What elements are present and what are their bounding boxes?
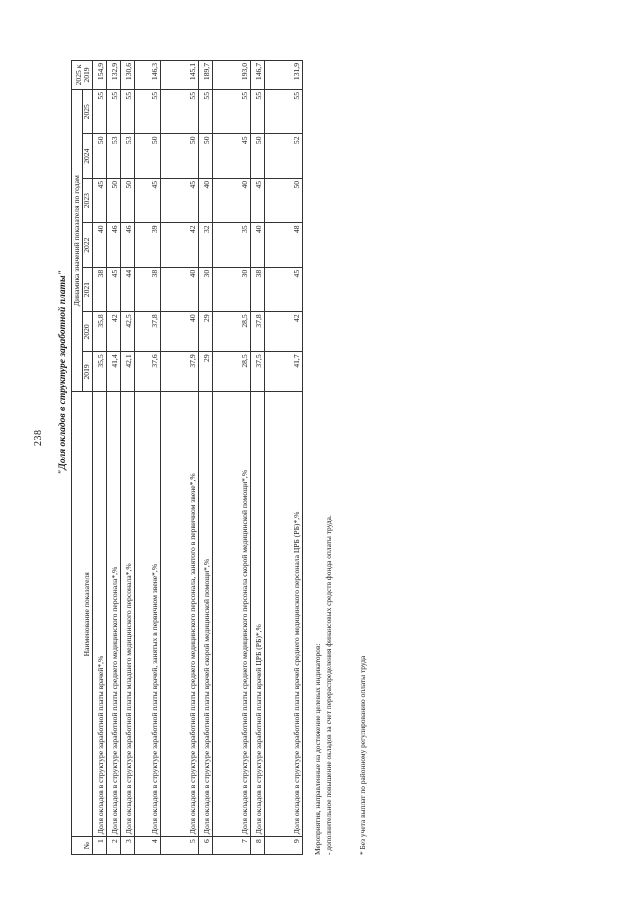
row-number: 5 — [161, 837, 199, 855]
year-value-cell: 37,5 — [251, 352, 265, 392]
year-value-cell: 40 — [251, 223, 265, 267]
header-year: 2024 — [82, 134, 93, 178]
year-value-cell: 45 — [251, 178, 265, 222]
ratio-cell: 145,1 — [161, 61, 199, 90]
notes-item: - дополнительное повышение окладов за счет перераспределения финансовых средств фонда оплаты труда. — [323, 515, 333, 855]
notes — [313, 30, 334, 855]
table-row — [213, 61, 251, 855]
year-value-cell: 50 — [265, 178, 303, 222]
header-year: 2019 — [82, 352, 93, 392]
year-value-cell: 45 — [107, 267, 121, 311]
year-value-cell: 42 — [161, 223, 199, 267]
table-row — [135, 61, 161, 855]
year-value-cell: 50 — [199, 134, 213, 178]
year-value-cell: 35 — [213, 223, 251, 267]
year-value-cell: 45 — [213, 134, 251, 178]
year-value-cell: 53 — [107, 134, 121, 178]
year-value-cell: 28,5 — [213, 312, 251, 352]
year-value-cell: 55 — [161, 90, 199, 134]
year-value-cell: 35,5 — [93, 352, 107, 392]
year-value-cell: 45 — [135, 178, 161, 222]
year-value-cell: 50 — [251, 134, 265, 178]
year-value-cell: 35,8 — [93, 312, 107, 352]
year-value-cell: 40 — [93, 223, 107, 267]
indicator-name: Доля окладов в структуре заработной платы врачей*,% — [93, 392, 107, 837]
year-value-cell: 40 — [199, 178, 213, 222]
year-value-cell: 30 — [199, 267, 213, 311]
row-number: 7 — [213, 837, 251, 855]
year-value-cell: 32 — [199, 223, 213, 267]
row-number: 4 — [135, 837, 161, 855]
year-value-cell: 40 — [213, 178, 251, 222]
ratio-cell: 146,7 — [251, 61, 265, 90]
table-title: "Доля окладов в структуре заработной платы" — [58, 270, 68, 475]
year-value-cell: 45 — [93, 178, 107, 222]
year-value-cell: 40 — [161, 312, 199, 352]
indicator-name: Доля окладов в структуре заработной платы врачей среднего медицинского персонала ЦРБ (РБ)*,% — [265, 392, 303, 837]
year-value-cell: 50 — [107, 178, 121, 222]
header-year: 2021 — [82, 267, 93, 311]
row-number: 1 — [93, 837, 107, 855]
indicator-name: Доля окладов в структуре заработной платы врачей, занятых в первичном звене*,% — [135, 392, 161, 837]
header-year: 2025 — [82, 90, 93, 134]
ratio-cell: 154,9 — [93, 61, 107, 90]
table-row — [161, 61, 199, 855]
header-year: 2022 — [82, 223, 93, 267]
year-value-cell: 38 — [251, 267, 265, 311]
row-number: 8 — [251, 837, 265, 855]
year-value-cell: 55 — [135, 90, 161, 134]
year-value-cell: 42 — [107, 312, 121, 352]
year-value-cell: 55 — [199, 90, 213, 134]
year-value-cell: 52 — [265, 134, 303, 178]
year-value-cell: 55 — [93, 90, 107, 134]
row-number: 6 — [199, 837, 213, 855]
year-value-cell: 37,8 — [135, 312, 161, 352]
row-number: 3 — [121, 837, 135, 855]
table-row — [121, 61, 135, 855]
table-body — [93, 61, 303, 855]
indicator-name: Доля окладов в структуре заработной платы младшего медицинского персонала*,% — [121, 392, 135, 837]
header-ratio: 2025 к 2019 — [72, 61, 93, 90]
header-number: № — [72, 837, 93, 855]
table-row — [93, 61, 107, 855]
year-value-cell: 42,1 — [121, 352, 135, 392]
year-value-cell: 44 — [121, 267, 135, 311]
rotated-sheet — [58, 30, 367, 855]
row-number: 9 — [265, 837, 303, 855]
year-value-cell: 55 — [107, 90, 121, 134]
year-value-cell: 48 — [265, 223, 303, 267]
indicator-name: Доля окладов в структуре заработной платы среднего медицинского персонала, занятого в первичном звене*,% — [161, 392, 199, 837]
year-value-cell: 45 — [161, 178, 199, 222]
year-value-cell: 50 — [93, 134, 107, 178]
table-row — [265, 61, 303, 855]
year-value-cell: 55 — [265, 90, 303, 134]
salary-structure-table — [71, 60, 303, 855]
year-value-cell: 55 — [121, 90, 135, 134]
ratio-cell: 193,0 — [213, 61, 251, 90]
year-value-cell: 37,6 — [135, 352, 161, 392]
ratio-cell: 132,9 — [107, 61, 121, 90]
notes-heading: Мероприятия, направленные на достижение целевых индикаторов: — [313, 643, 322, 855]
year-value-cell: 45 — [265, 267, 303, 311]
year-value-cell: 42 — [265, 312, 303, 352]
year-value-cell: 50 — [135, 134, 161, 178]
ratio-cell: 146,3 — [135, 61, 161, 90]
year-value-cell: 29 — [199, 352, 213, 392]
ratio-cell: 130,6 — [121, 61, 135, 90]
year-value-cell: 37,8 — [251, 312, 265, 352]
ratio-cell: 131,9 — [265, 61, 303, 90]
year-value-cell: 28,5 — [213, 352, 251, 392]
year-value-cell: 55 — [251, 90, 265, 134]
ratio-cell: 189,7 — [199, 61, 213, 90]
year-value-cell: 40 — [161, 267, 199, 311]
header-year: 2023 — [82, 178, 93, 222]
year-value-cell: 30 — [213, 267, 251, 311]
year-value-cell: 46 — [121, 223, 135, 267]
year-value-cell: 55 — [213, 90, 251, 134]
header-name: Наименование показателя — [72, 392, 93, 837]
table-row — [107, 61, 121, 855]
year-value-cell: 42,5 — [121, 312, 135, 352]
row-number: 2 — [107, 837, 121, 855]
year-value-cell: 46 — [107, 223, 121, 267]
indicator-name: Доля окладов в структуре заработной платы среднего медицинского персонала*,% — [107, 392, 121, 837]
table-row — [199, 61, 213, 855]
year-value-cell: 37,9 — [161, 352, 199, 392]
indicator-name: Доля окладов в структуре заработной платы врачей ЦРБ (РБ)*,% — [251, 392, 265, 837]
footnote: * Без учета выплат по районному регулированию оплаты труда — [358, 655, 368, 855]
year-value-cell: 38 — [93, 267, 107, 311]
year-value-cell: 41,4 — [107, 352, 121, 392]
indicator-name: Доля окладов в структуре заработной платы врачей скорой медицинской помощи*,% — [199, 392, 213, 837]
page-number: 238 — [33, 429, 44, 446]
header-dynamics: Динамика значений показателя по годам — [72, 90, 83, 392]
table-row — [251, 61, 265, 855]
year-value-cell: 41,7 — [265, 352, 303, 392]
year-value-cell: 50 — [161, 134, 199, 178]
year-value-cell: 53 — [121, 134, 135, 178]
year-value-cell: 29 — [199, 312, 213, 352]
indicator-name: Доля окладов в структуре заработной платы среднего медицинского персонала скорой медицинской помощи*,% — [213, 392, 251, 837]
year-value-cell: 39 — [135, 223, 161, 267]
header-year: 2020 — [82, 312, 93, 352]
year-value-cell: 38 — [135, 267, 161, 311]
year-value-cell: 50 — [121, 178, 135, 222]
